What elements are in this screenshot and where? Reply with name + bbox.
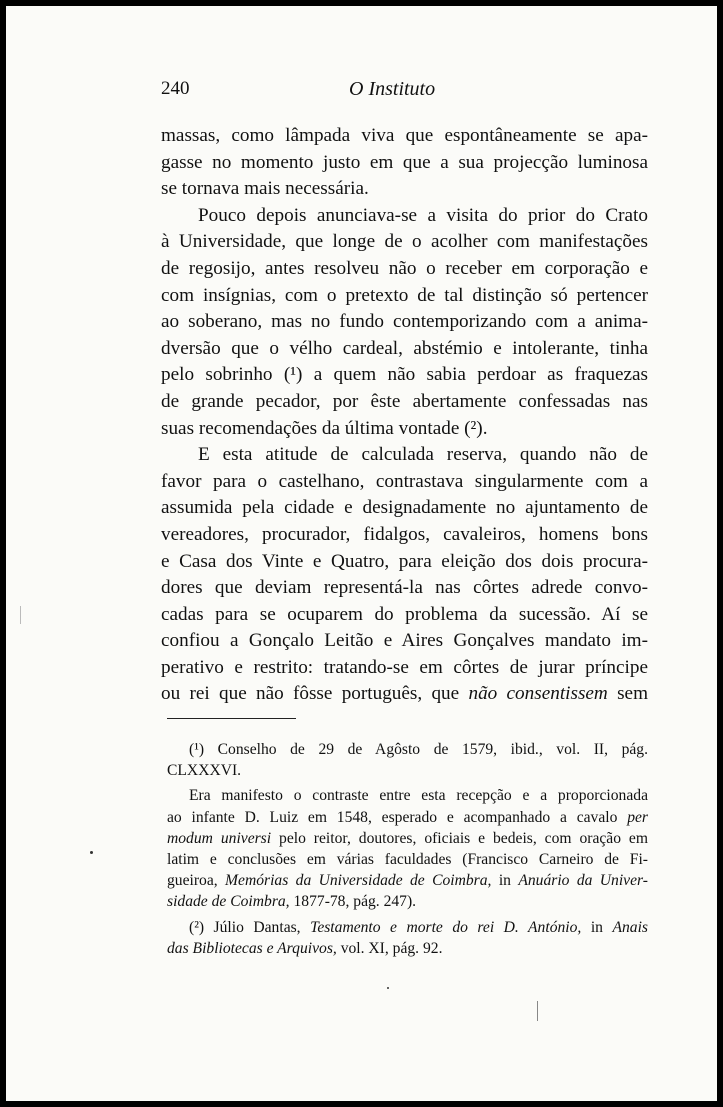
footnote-line: [167, 807, 648, 828]
text-segment: ao infante D. Luiz em 1548, esperado e acompanhado a cavalo: [167, 808, 618, 826]
text-line: [161, 681, 648, 708]
text-segment: (²) Júlio Dantas,: [189, 918, 301, 936]
footnote-line: [167, 917, 648, 938]
scan-line: [537, 1001, 538, 1021]
text-line: com insígnias, com o pretexto de tal distinção só pertencer: [161, 284, 648, 306]
text-line: Pouco depois anunciava-se a visita do prior do Crato: [198, 204, 648, 226]
text-line: E esta atitude de calculada reserva, quando não de: [198, 444, 648, 466]
text-line: dores que deviam representá-la nas côrtes adrede convo-: [161, 577, 648, 599]
scan-speck: [387, 987, 389, 989]
text-line: favor para o castelhano, contrastava singularmente com a: [161, 470, 648, 492]
emphasis-text: Anuário da Univer-: [518, 872, 648, 890]
text-line: de regosijo, antes resolveu não o receber em corporação e: [161, 257, 648, 279]
text-line: à Universidade, que longe de o acolher com manifestações: [161, 231, 648, 253]
text-line: e Casa dos Vinte e Quatro, para eleição dos dois procura-: [161, 550, 648, 572]
footnote-line: [167, 938, 648, 959]
footnote-divider: [167, 718, 296, 719]
text-line: cadas para se ocuparem do problema da sucessão. Aí se: [161, 603, 648, 625]
emphasis-text: modum universi: [167, 829, 272, 847]
text-line: de grande pecador, por êste abertamente confessadas nas: [161, 390, 648, 412]
running-title: O Instituto: [349, 78, 436, 100]
page-number: 240: [161, 78, 190, 99]
footnote-line: latim e conclusões em várias faculdades (Francisco Carneiro de Fi-: [167, 850, 648, 868]
text-line: gasse no momento justo em que a sua projecção luminosa: [161, 151, 648, 173]
emphasis-text: Testamento e morte do rei D. António,: [310, 918, 582, 936]
text-line: confiou a Gonçalo Leitão e Aires Gonçalves mandato im-: [161, 630, 648, 652]
text-segment: sem: [617, 683, 649, 705]
book-page: [6, 6, 717, 1101]
text-line: massas, como lâmpada viva que espontâneamente se apa-: [161, 125, 648, 146]
footnotes: [167, 739, 648, 959]
text-line: vereadores, procurador, fidalgos, cavaleiros, homens bons: [161, 523, 648, 545]
text-line: pelo sobrinho (¹) a quem não sabia perdoar as fraquezas: [161, 364, 648, 386]
text-line: ao soberano, mas no fundo contemporizando com a anima-: [161, 311, 648, 333]
main-text: [161, 123, 648, 708]
text-segment: gueiroa,: [167, 872, 218, 890]
text-segment: 1877-78, pág. 247).: [293, 893, 417, 911]
scan-speck: [90, 851, 93, 854]
page-header: [161, 78, 648, 104]
emphasis-text: das Bibliotecas e Arquivos,: [167, 939, 337, 957]
emphasis-text: sidade de Coimbra,: [167, 893, 290, 911]
text-line: suas recomendações da última vontade (²).: [161, 417, 488, 439]
emphasis-text: Memórias da Universidade de Coimbra,: [225, 872, 492, 890]
emphasis-text: Anais: [612, 918, 648, 936]
text-segment: in: [590, 918, 603, 936]
footnote-line: (¹) Conselho de 29 de Agôsto de 1579, ibid., vol. II, pág.: [189, 741, 648, 758]
text-segment: ou rei que não fôsse português, que: [161, 683, 460, 705]
footnote-line: [167, 891, 648, 912]
footnote-line: [167, 870, 648, 891]
footnote-line: [167, 828, 648, 849]
footnote-line: CLXXXVI.: [167, 762, 242, 780]
scan-line: [20, 606, 21, 624]
text-segment: in: [498, 872, 511, 890]
footnote-line: Era manifesto o contraste entre esta recepção e a proporcionada: [189, 787, 648, 805]
text-segment: pelo reitor, doutores, oficiais e bedeis, com oração em: [279, 829, 648, 847]
emphasis-text: não consentissem: [468, 683, 608, 705]
text-segment: vol. XI, pág. 92.: [340, 939, 443, 957]
text-line: assumida pela cidade e designadamente no ajuntamento de: [161, 497, 648, 519]
text-line: se tornava mais necessária.: [161, 178, 369, 200]
text-line: dversão que o vélho cardeal, abstémio e intolerante, tinha: [161, 337, 648, 359]
text-line: perativo e restrito: tratando-se em côrtes de jurar príncipe: [161, 656, 648, 678]
emphasis-text: per: [627, 808, 648, 826]
